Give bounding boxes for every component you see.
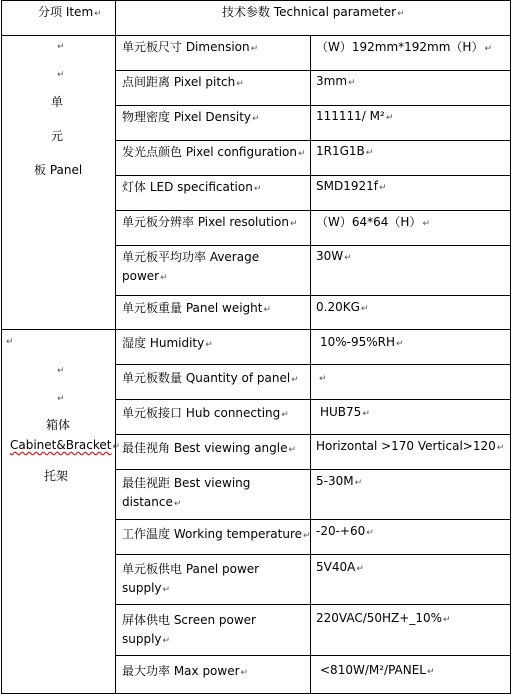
- group-mark: [56, 360, 65, 380]
- row-label-screen-power-supply-line2: supply↵: [122, 632, 171, 646]
- header-parameter-text: 技术参数 Technical parameter: [222, 5, 397, 19]
- row-divider: [115, 469, 511, 470]
- row-value-humidity: 10%-95%RH↵: [320, 335, 404, 349]
- cabinet-group-line2-text: Cabinet&Bracket: [10, 438, 112, 452]
- row-label-pixel-pitch: 点间距离 Pixel pitch↵: [122, 75, 244, 89]
- row-value-panel-weight: 0.20KG↵: [316, 300, 369, 314]
- row-divider: [115, 245, 511, 246]
- header-technical-parameter: [222, 3, 405, 23]
- paragraph-mark: ↵: [57, 394, 65, 404]
- paragraph-mark: ↵: [94, 9, 102, 19]
- paragraph-mark: ↵: [112, 442, 121, 452]
- unit-group-line3: 板 Panel: [34, 163, 83, 177]
- row-value-pixel-density: 111111/ M²↵: [316, 109, 394, 123]
- row-label-quantity-of-panel: 单元板数量 Quantity of panel↵: [122, 371, 299, 385]
- table-border-left: [1, 0, 2, 694]
- row-value-working-temperature: -20-+60↵: [316, 524, 374, 538]
- row-value-pixel-pitch: 3mm↵: [316, 74, 356, 88]
- row-divider: [115, 210, 511, 211]
- row-label-working-temperature: 工作温度 Working temperature↵: [122, 527, 311, 541]
- row-value-quantity-of-panel: ↵: [319, 374, 327, 384]
- row-divider: [115, 399, 511, 400]
- header-item-text: 分项 Item: [38, 5, 94, 19]
- row-value-hub-connecting: HUB75↵: [320, 405, 370, 419]
- group-mark: [56, 36, 65, 56]
- row-label-max-power: 最大功率 Max power↵: [122, 664, 249, 678]
- row-value-best-viewing-angle: Horizontal >170 Vertical>120↵: [316, 439, 505, 453]
- row-label-average-power-line2: power↵: [122, 269, 168, 283]
- row-divider: [115, 554, 511, 555]
- row-label-pixel-density: 物理密度 Pixel Density↵: [122, 110, 260, 124]
- group-divider: [1, 329, 511, 330]
- row-divider: [115, 364, 511, 365]
- row-label-panel-weight: 单元板重量 Panel weight↵: [122, 301, 272, 315]
- header-item: [38, 3, 102, 23]
- paragraph-mark: ↵: [57, 366, 65, 376]
- unit-group-line1: 单: [51, 95, 64, 109]
- group-mark: [5, 331, 14, 351]
- row-label-led-specification: 灯体 LED specification↵: [122, 180, 262, 194]
- row-divider: [115, 519, 511, 520]
- row-divider: [115, 655, 511, 656]
- row-divider: [115, 604, 511, 605]
- cabinet-group-line2: [10, 436, 120, 456]
- cabinet-group-line3: 托架: [44, 469, 69, 483]
- row-divider: [115, 295, 511, 296]
- row-divider: [115, 70, 511, 71]
- table-border-bottom: [1, 693, 511, 694]
- row-label-screen-power-supply: 屏体供电 Screen power: [122, 613, 256, 627]
- row-value-best-viewing-distance: 5-30M↵: [316, 474, 363, 488]
- row-value-panel-power-supply: 5V40A↵: [316, 560, 364, 574]
- row-label-hub-connecting: 单元板接口 Hub connecting↵: [122, 406, 289, 420]
- row-label-pixel-resolution: 单元板分辨率 Pixel resolution↵: [122, 215, 298, 229]
- row-divider: [115, 175, 511, 176]
- row-divider: [115, 140, 511, 141]
- row-label-average-power: 单元板平均功率 Average: [122, 250, 260, 264]
- paragraph-mark: ↵: [57, 70, 65, 80]
- header-divider: [1, 35, 511, 36]
- row-label-pixel-configuration: 发光点颜色 Pixel configuration↵: [122, 145, 306, 159]
- row-divider: [115, 434, 511, 435]
- row-value-average-power: 30W↵: [316, 249, 352, 263]
- paragraph-mark: ↵: [57, 42, 65, 52]
- row-divider: [115, 105, 511, 106]
- group-mark: [56, 388, 65, 408]
- row-value-pixel-resolution: （W）64*64（H）↵: [316, 215, 430, 229]
- row-value-dimension: （W）192mm*192mm（H）↵: [316, 40, 493, 54]
- row-value-led-specification: SMD1921f↵: [316, 179, 387, 193]
- row-label-best-viewing-distance: 最佳视距 Best viewing: [122, 476, 251, 490]
- row-value-screen-power-supply: 220VAC/50HZ+_10%↵: [316, 611, 451, 625]
- row-label-panel-power-supply: 单元板供电 Panel power: [122, 562, 260, 576]
- paragraph-mark: ↵: [397, 9, 405, 19]
- row-label-panel-power-supply-line2: supply↵: [122, 581, 171, 595]
- row-label-humidity: 湿度 Humidity↵: [122, 336, 213, 350]
- row-label-dimension: 单元板尺寸 Dimension↵: [122, 40, 259, 54]
- unit-group-line2: 元: [51, 129, 64, 143]
- group-mark: [56, 64, 65, 84]
- row-value-max-power: <810W/M²/PANEL↵: [320, 663, 435, 677]
- cabinet-group-line1: 箱体: [46, 418, 71, 432]
- row-value-pixel-configuration: 1R1G1B↵: [316, 144, 374, 158]
- row-label-best-viewing-angle: 最佳视角 Best viewing angle↵: [122, 441, 297, 455]
- row-label-best-viewing-distance-line2: distance↵: [122, 495, 182, 509]
- table-border-top: [1, 0, 511, 1]
- paragraph-mark: ↵: [6, 337, 14, 347]
